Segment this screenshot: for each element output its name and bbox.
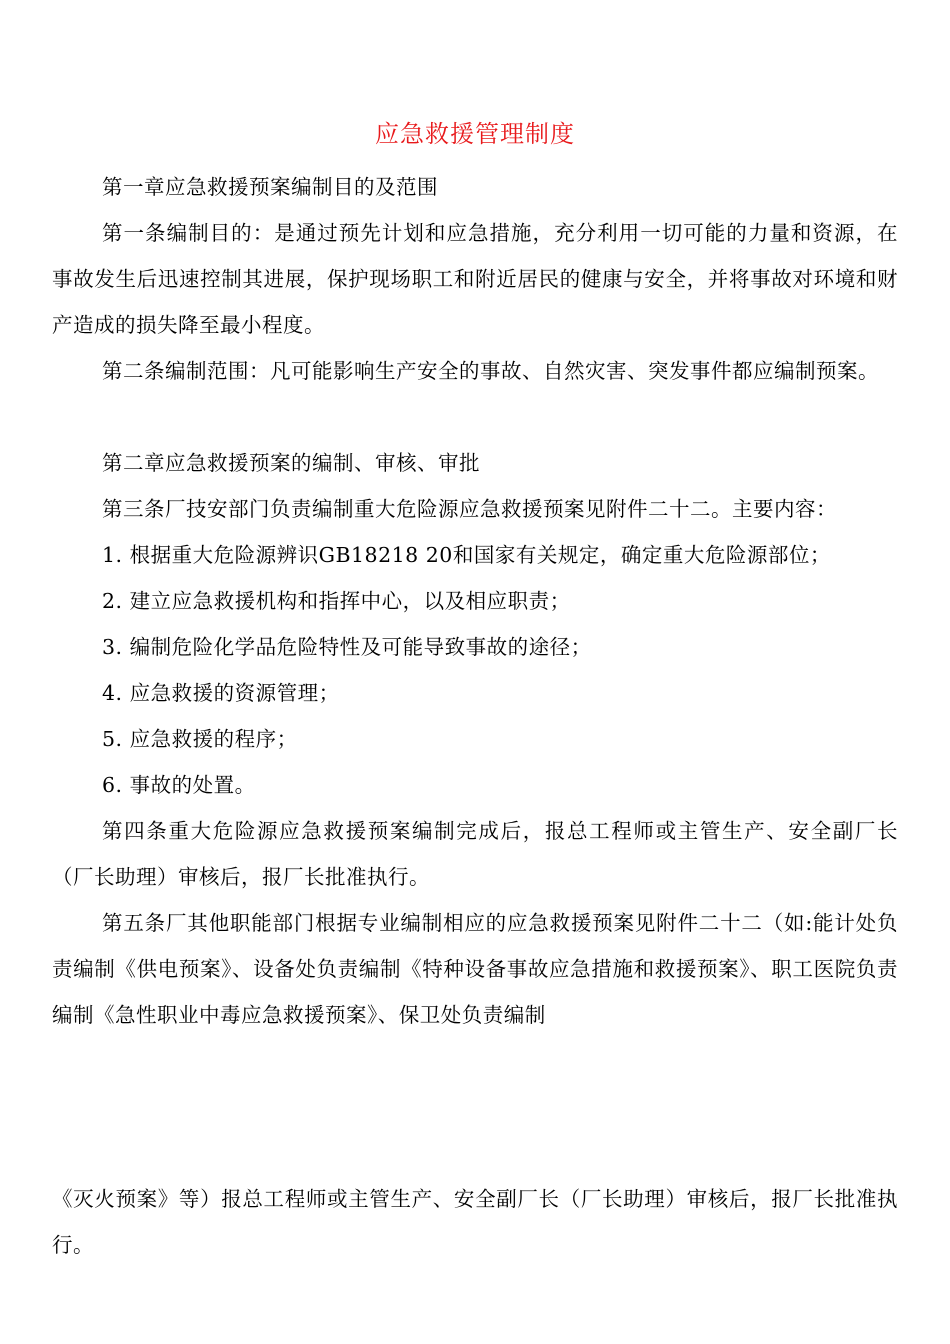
continuation-paragraph: 《灭火预案》等）报总工程师或主管生产、安全副厂长（厂长助理）审核后，报厂长批准执行。 — [52, 1187, 898, 1257]
list-item-3: 3. 编制危险化学品危险特性及可能导致事故的途径； — [102, 635, 592, 659]
article-2-paragraph: 第二条编制范围：凡可能影响生产安全的事故、自然灾害、突发事件都应编制预案。 — [102, 359, 879, 383]
chapter-2-heading: 第二章应急救援预案的编制、审核、审批 — [102, 451, 480, 475]
list-item-4: 4. 应急救援的资源管理； — [102, 681, 340, 705]
article-4-paragraph: 第四条重大危险源应急救援预案编制完成后，报总工程师或主管生产、安全副厂长（厂长助理）审核后，报厂长批准执行。 — [52, 819, 898, 889]
article-5-paragraph: 第五条厂其他职能部门根据专业编制相应的应急救援预案见附件二十二（如:能计处负责编制《供电预案》、设备处负责编制《特种设备事故应急措施和救援预案》、职工医院负责编制《急性职业中毒应急救援预案》、保卫处负责编制 — [52, 911, 898, 1027]
document-title: 应急救援管理制度 — [375, 120, 575, 148]
list-item-5: 5. 应急救援的程序； — [102, 727, 298, 751]
list-item-6: 6. 事故的处置。 — [102, 773, 256, 797]
article-3-paragraph: 第三条厂技安部门负责编制重大危险源应急救援预案见附件二十二。主要内容： — [102, 497, 837, 521]
list-item-2: 2. 建立应急救援机构和指挥中心，以及相应职责； — [102, 589, 571, 613]
article-1-paragraph: 第一条编制目的：是通过预先计划和应急措施，充分利用一切可能的力量和资源，在事故发生后迅速控制其进展，保护现场职工和附近居民的健康与安全，并将事故对环境和财产造成的损失降至最小程度。 — [52, 221, 898, 337]
chapter-1-heading: 第一章应急救援预案编制目的及范围 — [102, 175, 438, 199]
list-item-1: 1. 根据重大危险源辨识GB18218 20和国家有关规定，确定重大危险源部位； — [102, 543, 831, 567]
